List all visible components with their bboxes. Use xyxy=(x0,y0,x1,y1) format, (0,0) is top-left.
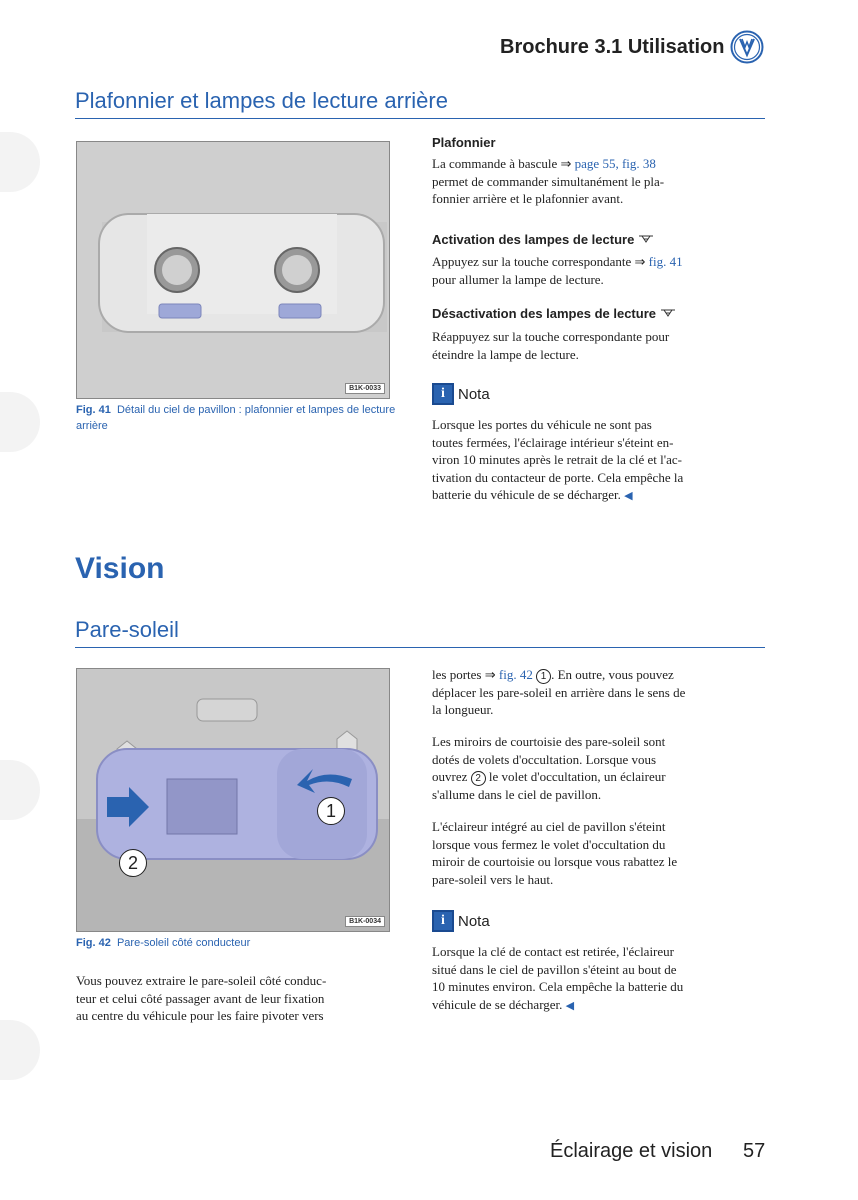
section-rule xyxy=(75,647,765,648)
end-triangle-icon: ◀ xyxy=(565,999,575,1012)
text: Appuyez sur la touche correspondante xyxy=(432,254,635,269)
figure-41 xyxy=(76,141,390,399)
desactivation-paragraph xyxy=(432,328,762,363)
text-line: toutes fermées, l'éclairage intérieur s'éteint en- xyxy=(432,434,674,450)
nota-text xyxy=(432,416,767,506)
sunvisor-paragraph-1 xyxy=(432,666,767,719)
footer-section: Éclairage et vision xyxy=(550,1140,713,1162)
text: les portes xyxy=(432,667,485,682)
figure-42 xyxy=(76,668,390,932)
text-line: dotés de volets d'occultation. Lorsque vous xyxy=(432,751,657,767)
text-line: pour allumer la lampe de lecture. xyxy=(432,271,604,287)
text-line: Vous pouvez extraire le pare-soleil côté conduc- xyxy=(76,973,327,988)
headliner-illustration xyxy=(77,142,389,398)
desactivation-heading xyxy=(432,306,676,321)
reading-lamp-icon xyxy=(638,234,654,244)
heading-text: Activation des lampes de lecture xyxy=(432,232,635,247)
sunvisor-paragraph-2 xyxy=(432,733,767,803)
activation-paragraph xyxy=(432,253,762,288)
margin-mark xyxy=(0,392,40,452)
text: . En outre, vous pouvez xyxy=(551,667,674,682)
arrow-icon: ⇒ xyxy=(484,667,496,682)
plafonnier-heading: Plafonnier xyxy=(432,135,496,150)
callout-2: 2 xyxy=(119,849,147,877)
text-line: Lorsque la clé de contact est retirée, l'éclaireur xyxy=(432,944,674,959)
figure-number: Fig. 41 xyxy=(76,404,111,416)
text-line: Les miroirs de courtoisie des pare-soleil sont xyxy=(432,734,666,749)
text-line: permet de commander simultanément le pla- xyxy=(432,173,665,189)
text-line: éteindre la lampe de lecture. xyxy=(432,346,579,362)
figure-caption xyxy=(76,402,396,434)
sunvisor-illustration xyxy=(77,669,389,931)
plafonnier-paragraph xyxy=(432,155,762,208)
vw-logo-icon xyxy=(730,30,764,64)
text-line: tivation du contacteur de porte. Cela empêche la xyxy=(432,469,684,485)
info-icon: i xyxy=(432,383,454,405)
header-title: Brochure 3.1 Utilisation xyxy=(500,36,725,58)
nota-header xyxy=(432,383,490,405)
page-number: 57 xyxy=(743,1140,766,1162)
text-line: L'éclaireur intégré au ciel de pavillon s'éteint xyxy=(432,819,666,834)
figure-caption-text: Détail du ciel de pavillon : plafonnier et lampes de lecture arrière xyxy=(76,404,396,432)
text: La commande à bascule xyxy=(432,156,561,171)
arrow-icon: ⇒ xyxy=(560,156,572,171)
arrow-icon: ⇒ xyxy=(634,254,646,269)
nota-text xyxy=(432,943,767,1015)
text-line: 10 minutes environ. Cela empêche la batterie du xyxy=(432,979,684,994)
figure-caption xyxy=(76,935,396,951)
heading-text: Désactivation des lampes de lecture xyxy=(432,306,656,321)
margin-mark xyxy=(0,132,40,192)
page-link[interactable]: page 55, fig. 38 xyxy=(571,156,656,171)
section-rule xyxy=(75,118,765,119)
text-line: Réappuyez sur la touche correspondante pour xyxy=(432,329,670,344)
text-line: déplacer les pare-soleil en arrière dans le sens de xyxy=(432,684,686,700)
figure-code: B1K-0033 xyxy=(345,383,385,394)
text-line: véhicule de se décharger. xyxy=(432,996,563,1012)
sunvisor-intro xyxy=(76,972,406,1025)
margin-mark xyxy=(0,1020,40,1080)
text-line: fonnier arrière et le plafonnier avant. xyxy=(432,191,624,206)
activation-heading xyxy=(432,232,654,247)
chapter-title: Vision xyxy=(75,552,165,585)
figure-number: Fig. 42 xyxy=(76,937,111,949)
text-line: s'allume dans le ciel de pavillon. xyxy=(432,786,602,802)
text-line: miroir de courtoisie ou lorsque vous rabattez le xyxy=(432,854,678,869)
nota-label: Nota xyxy=(458,912,490,930)
text-line: situé dans le ciel de pavillon s'éteint au bout de xyxy=(432,961,677,977)
info-icon: i xyxy=(432,910,454,932)
text: le volet d'occultation, un éclaireur xyxy=(485,769,666,784)
nota-header xyxy=(432,910,490,932)
figure-caption-text: Pare-soleil côté conducteur xyxy=(116,937,251,949)
text-line: au centre du véhicule pour les faire pivoter vers xyxy=(76,1008,324,1023)
callout-1: 1 xyxy=(317,797,345,825)
text-line: la longueur. xyxy=(432,702,494,718)
callout-ref: 2 xyxy=(471,771,486,786)
text-line: pare-soleil vers le haut. xyxy=(432,871,554,887)
margin-mark xyxy=(0,760,40,820)
callout-ref: 1 xyxy=(536,669,551,684)
text-line: lorsque vous fermez le volet d'occultation du xyxy=(432,836,666,852)
text-line: batterie du véhicule de se décharger. xyxy=(432,487,621,502)
figure-link[interactable]: fig. 41 xyxy=(645,254,683,269)
end-triangle-icon: ◀ xyxy=(624,490,633,502)
reading-lamp-icon xyxy=(660,308,676,318)
section-title: Plafonnier et lampes de lecture arrière xyxy=(75,88,448,113)
nota-label: Nota xyxy=(458,385,490,403)
figure-link[interactable]: fig. 42 xyxy=(495,667,533,682)
text-line: viron 10 minutes après le retrait de la clé et l'ac- xyxy=(432,452,682,467)
text: ouvrez xyxy=(432,769,471,784)
text-line: Lorsque les portes du véhicule ne sont pas xyxy=(432,417,652,432)
text-line: teur et celui côté passager avant de leur fixation xyxy=(76,990,325,1006)
section-title: Pare-soleil xyxy=(75,617,179,642)
figure-code: B1K-0034 xyxy=(345,916,385,927)
sunvisor-paragraph-3 xyxy=(432,818,767,888)
